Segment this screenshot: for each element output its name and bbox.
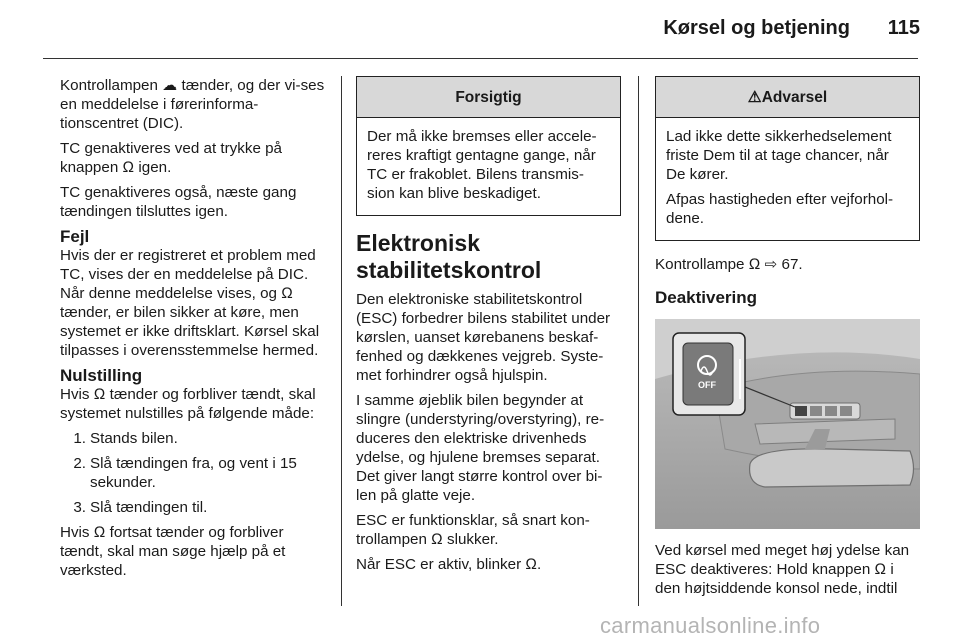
section-heading-nulstilling: Nulstilling: [60, 366, 143, 385]
section-heading-deaktivering: Deaktivering: [655, 288, 758, 307]
paragraph: I samme øjeblik bilen begynder at slingre (understyring/overstyring), re-duceres den elektriske drivenheds ydelse, og hjulene bremses separat. Det giver langt større kontrol over bi-len på glatte veje.: [356, 392, 605, 504]
section-heading-fejl: Fejl: [60, 227, 90, 246]
off-label: OFF: [698, 380, 716, 390]
console-illustration-svg: [655, 319, 920, 529]
overhead-console-illustration: [655, 319, 920, 529]
column-divider: [638, 76, 639, 606]
warning-box: [655, 76, 920, 241]
paragraph: Hvis der er registreret et problem med TC, vises der en meddelelse på DIC. Når denne meddelelse vises, og Ω tænder, er bilen sikker at køre, men systemet er ikke driftsklart. Kørsel skal tilpasses i overensstemmelse hermed.: [60, 247, 320, 359]
lamp-reference: Kontrollampe Ω ⇨ 67.: [655, 256, 803, 273]
list-number: 3.: [73, 499, 86, 516]
watermark: carmanualsonline.info: [600, 613, 821, 638]
paragraph: Hvis Ω fortsat tænder og forbliver tændt, skal man søge hjælp på et værksted.: [60, 524, 286, 579]
paragraph: Ved kørsel med meget høj ydelse kan ESC deaktiveres: Hold knappen Ω i den højtsiddende konsol nede, indtil: [655, 542, 910, 597]
list-number: 1.: [73, 430, 86, 447]
warning-title: ⚠Advarsel: [656, 77, 919, 118]
list-item: [60, 454, 325, 492]
header-rule: [43, 58, 918, 59]
list-text: Slå tændingen fra, og vent i 15 sekunder.: [90, 455, 297, 491]
steps-list: [60, 429, 325, 517]
list-text: Slå tændingen til.: [90, 499, 208, 516]
paragraph: Kontrollampen ☁ tænder, og der vi-ses en meddelelse i førerinforma-tionscentret (DIC).: [60, 77, 325, 132]
paragraph: ESC er funktionsklar, så snart kon-trollampen Ω slukker.: [356, 512, 590, 548]
paragraph: TC genaktiveres også, næste gang tændingen tilsluttes igen.: [60, 184, 297, 220]
page-number: 115: [887, 17, 920, 39]
list-number: 2.: [73, 455, 86, 472]
list-text: Stands bilen.: [90, 430, 178, 447]
list-item: [60, 498, 325, 517]
list-item: [60, 429, 325, 448]
column-3: [655, 76, 920, 604]
caution-box: [356, 76, 621, 216]
warning-text: Lad ikke dette sikkerhedselement friste Dem til at tage chancer, når De kører.: [666, 128, 892, 183]
column-2: [356, 76, 621, 580]
section-heading-esc: Elektronisk stabilitetskontrol: [356, 230, 542, 283]
page-header: [0, 0, 960, 52]
paragraph: Når ESC er aktiv, blinker Ω.: [356, 556, 542, 573]
page-title: Kørsel og betjening: [663, 17, 850, 39]
caution-text: Der må ikke bremses eller accele-reres kraftigt gentagne gange, når TC er frakoblet. Bilens transmis-sion kan blive beskadiget.: [367, 128, 597, 202]
paragraph: Den elektroniske stabilitetskontrol (ESC) forbedrer bilens stabilitet under kørslen, uanset kørebanens beskaf-fenhed og dækkenes vejgreb. Syste-met forhindrer også hjulspin.: [356, 291, 611, 384]
caution-title: Forsigtig: [357, 77, 620, 118]
paragraph: Hvis Ω tænder og forbliver tændt, skal systemet nulstilles på følgende måde:: [60, 386, 316, 422]
column-divider: [341, 76, 342, 606]
column-1: [60, 76, 325, 586]
paragraph: TC genaktiveres ved at trykke på knappen Ω igen.: [60, 140, 283, 176]
warning-text: Afpas hastigheden efter vejforhol-dene.: [666, 191, 894, 227]
